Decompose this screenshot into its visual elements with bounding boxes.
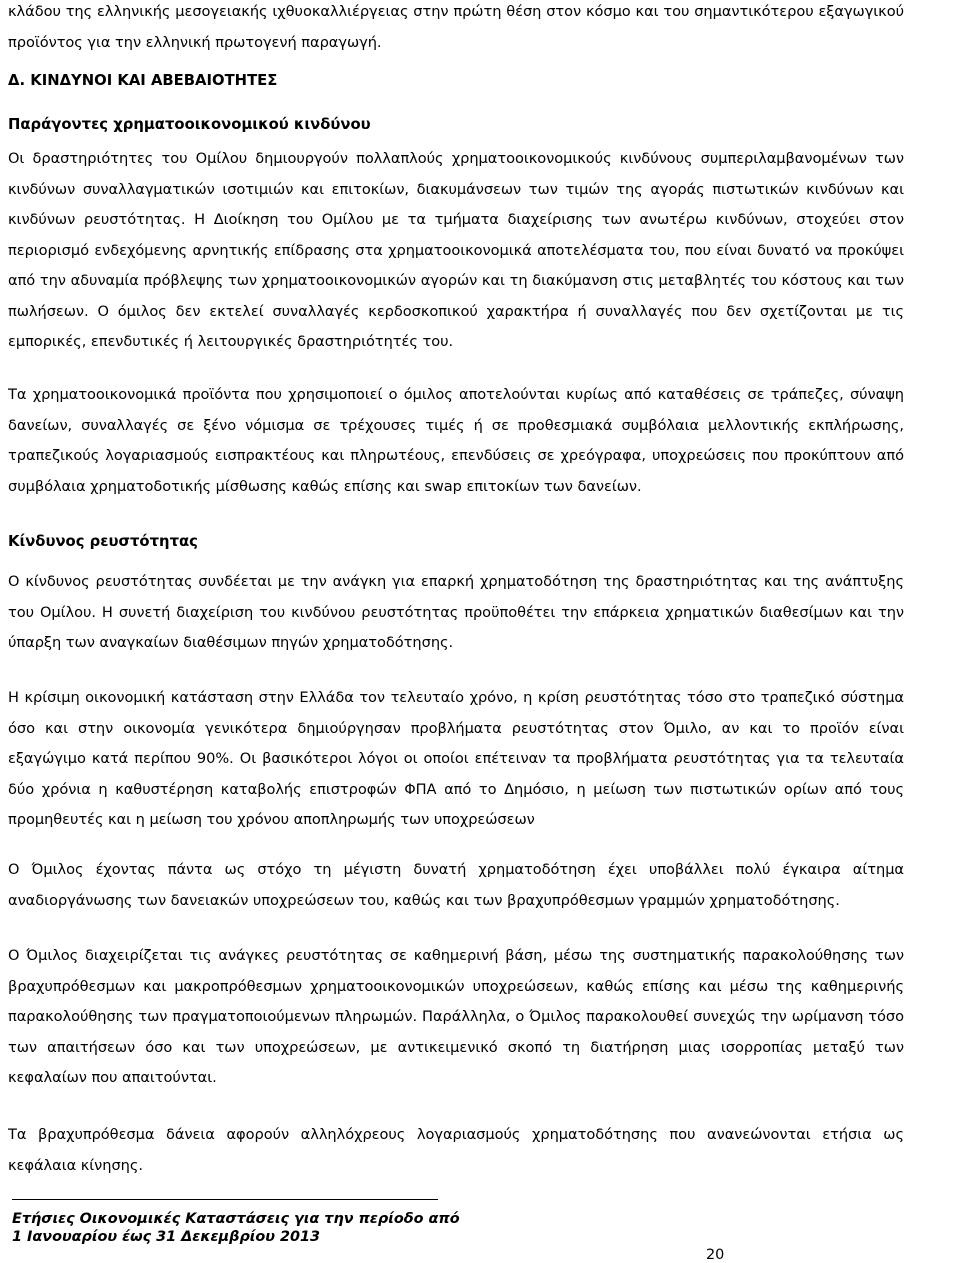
footer-report-title: Ετήσιες Οικονομικές Καταστάσεις για την περίοδο από [12,1211,460,1227]
financial-risk-paragraph-1: Οι δραστηριότητες του Ομίλου δημιουργούν πολλαπλούς χρηματοοικονομικούς κινδύνους συμπεριλαμβανομένων των κινδύνων συναλλαγματικών ισοτιμιών και επιτοκίων, διακυμάνσεων των τιμών της αγοράς πιστωτικών κινδύνων και κινδύνων ρευστότητας. Η Διοίκηση του Ομίλου με τα τμήματα διαχείρισης των ανωτέρω κινδύνων, στοχεύει στον περιορισμό ενδεχόμενης αρνητικής επίδρασης στα χρηματοοικονομικά αποτελέσματα του, που είναι δυνατό να προκύψει από την αδυναμία πρόβλεψης των χρηματοοικονομικών αγορών και τη διακύμανση στις μεταβλητές του κόστους και των πωλήσεων. Ο όμιλος δεν εκτελεί συναλλαγές κερδοσκοπικού χαρακτήρα ή συναλλαγές που δεν σχετίζονται με τις εμπορικές, επενδυτικές ή λειτουργικές δραστηριότητές του. [8,150,904,350]
footer-report-period: 1 Ιανουαρίου έως 31 Δεκεμβρίου 2013 [12,1229,321,1245]
financial-risk-paragraph-2: Τα χρηματοοικονομικά προϊόντα που χρησιμοποιεί ο όμιλος αποτελούνται κυρίως από καταθέσεις σε τράπεζες, σύναψη δανείων, συναλλαγές σε ξένο νόμισμα σε τρέχουσες τιμές ή σε προθεσμιακά συμβόλαια μελλοντικής εκπλήρωσης, τραπεζικούς λογαριασμούς εισπρακτέους και πληρωτέους, επενδύσεις σε χρεόγραφα, υποχρεώσεις που προκύπτουν από συμβόλαια χρηματοδοτικής μίσθωσης καθώς επίσης και swap επιτοκίων των δανείων. [8,386,904,495]
footer-divider [12,1199,438,1200]
page-number: 20 [706,1247,725,1263]
intro-paragraph: κλάδου της ελληνικής μεσογειακής ιχθυοκαλλιέργειας στην πρώτη θέση στον κόσμο και του σημαντικότερου εξαγωγικού προϊόντος για την ελληνική πρωτογενή παραγωγή. [8,3,904,51]
section-title: Δ. ΚΙΝΔΥΝΟΙ ΚΑΙ ΑΒΕΒΑΙΟΤΗΤΕΣ [8,72,278,89]
liquidity-risk-paragraph-5: Τα βραχυπρόθεσμα δάνεια αφορούν αλληλόχρεους λογαριασμούς χρηματοδότησης που ανανεώνονται ετήσια ως κεφάλαια κίνησης. [8,1126,904,1174]
liquidity-risk-paragraph-4: Ο Όμιλος διαχειρίζεται τις ανάγκες ρευστότητας σε καθημερινή βάση, μέσω της συστηματικής παρακολούθησης των βραχυπρόθεσμων και μακροπρόθεσμων χρηματοοικονομικών υποχρεώσεων, καθώς επίσης και μέσω της καθημερινής παρακολούθησης των πραγματοποιούμενων πληρωμών. Παράλληλα, ο Όμιλος παρακολουθεί συνεχώς την ωρίμανση τόσο των απαιτήσεων όσο και των υποχρεώσεων, με αντικειμενικό σκοπό τη διατήρηση μιας ισορροπίας μεταξύ των κεφαλαίων που απαιτούνται. [8,947,904,1086]
liquidity-risk-paragraph-1: Ο κίνδυνος ρευστότητας συνδέεται με την ανάγκη για επαρκή χρηματοδότηση της δραστηριότητας και της ανάπτυξης του Ομίλου. Η συνετή διαχείριση του κινδύνου ρευστότητας προϋποθέτει την επάρκεια χρηματικών διαθεσίμων και την ύπαρξη των αναγκαίων διαθέσιμων πηγών χρηματοδότησης. [8,573,904,651]
financial-risk-heading: Παράγοντες χρηματοοικονομικού κινδύνου [8,116,371,133]
liquidity-risk-paragraph-3: Ο Όμιλος έχοντας πάντα ως στόχο τη μέγιστη δυνατή χρηματοδότηση έχει υποβάλλει πολύ έγκαιρα αίτημα αναδιοργάνωσης των δανειακών υποχρεώσεων του, καθώς και των βραχυπρόθεσμων γραμμών χρηματοδότησης. [8,861,904,909]
liquidity-risk-heading: Κίνδυνος ρευστότητας [8,533,198,550]
liquidity-risk-paragraph-2: Η κρίσιμη οικονομική κατάσταση στην Ελλάδα τον τελευταίο χρόνο, η κρίση ρευστότητας τόσο στο τραπεζικό σύστημα όσο και στην οικονομία γενικότερα δημιούργησαν προβλήματα ρευστότητας στον Όμιλο, αν και το προϊόν είναι εξαγώγιμο κατά περίπου 90%. Οι βασικότεροι λόγοι οι οποίοι επέτειναν τα προβλήματα ρευστότητας για τα τελευταία δύο χρόνια η καθυστέρηση καταβολής επιστροφών ΦΠΑ από το Δημόσιο, η μείωση των πιστωτικών ορίων από τους προμηθευτές και η μείωση του χρόνου αποπληρωμής των υποχρεώσεων [8,689,904,828]
